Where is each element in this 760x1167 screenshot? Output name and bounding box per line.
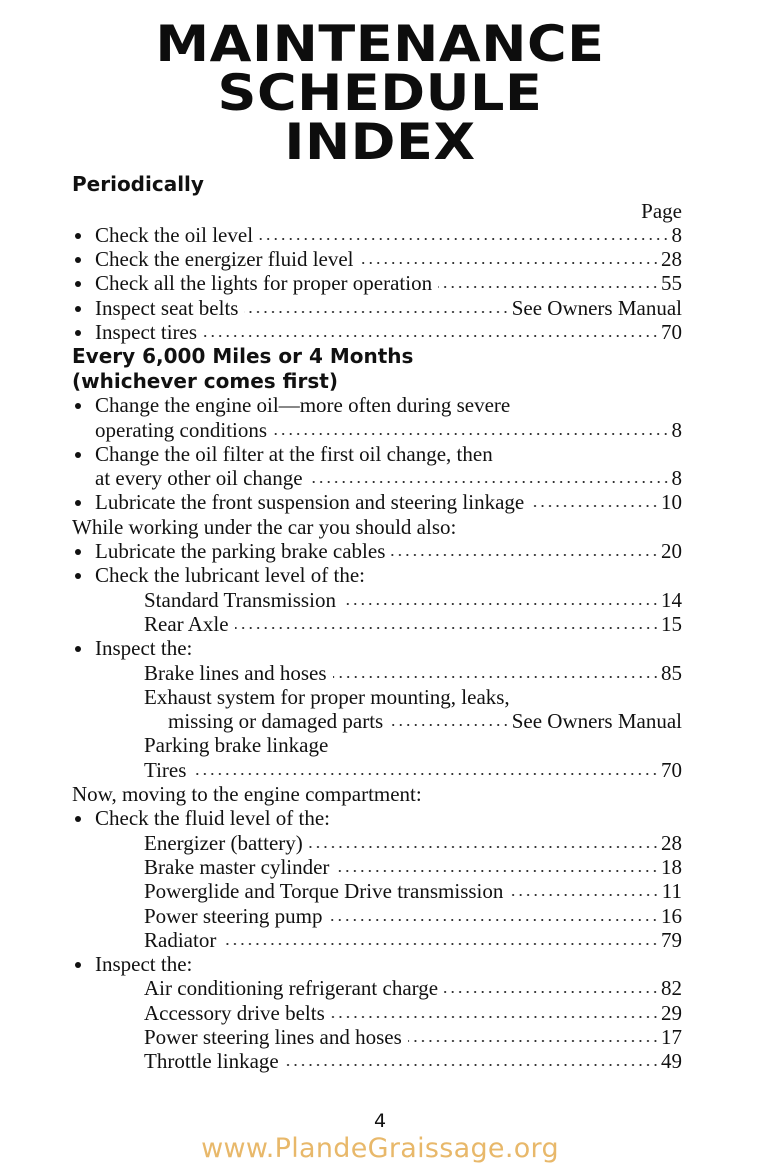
list-item: Lubricate the front suspension and steering linkage 10 [72,490,682,514]
list-item: Check all the lights for proper operation 55 [72,271,682,295]
list-item: Inspect tires 70 [72,320,682,344]
sub-item: Throttle linkage 49 [144,1049,682,1074]
page-title [0,15,760,171]
section-heading-6000-miles: Every 6,000 Miles or 4 Months (whichever comes first) [72,344,414,393]
page-ref: 8 [671,466,682,491]
title-line-1: MAINTENANCE [155,15,605,73]
page-ref: 70 [661,319,682,344]
sub-item: Powerglide and Torque Drive transmission 11 [144,879,682,904]
page-ref: 49 [661,1049,682,1074]
sub-item: Tires 70 [144,757,682,782]
list-item: Inspect the: [72,636,682,660]
sub-item: Parking brake linkage [144,733,329,758]
list-item: Inspect seat belts See Owners Manual [72,296,682,320]
list-item: Lubricate the parking brake cables 20 [72,539,682,563]
title-line-2: SCHEDULE [217,64,543,122]
page-ref: 14 [661,587,682,612]
page-ref: 11 [661,879,682,904]
sub-item-continuation: missing or damaged parts See Owners Manual [168,709,682,734]
sub-item: Brake master cylinder 18 [144,854,682,879]
page-ref: See Owners Manual [511,295,682,320]
title-line-3: INDEX [284,113,476,171]
sub-item: Power steering lines and hoses 17 [144,1025,682,1049]
sub-item: Radiator 79 [144,927,682,952]
sub-item: Energizer (battery) 28 [144,830,682,855]
sub-item: Air conditioning refrigerant charge 82 [144,976,682,1001]
sub-item: Standard Transmission 14 [144,587,682,612]
page-ref: 8 [671,222,682,247]
list-item: Change the engine oil—more often during severe [72,393,682,417]
page-ref: 70 [661,757,682,782]
list-item: Check the lubricant level of the: [72,563,682,587]
page-ref: 55 [661,271,682,296]
list-item-continuation: at every other oil change 8 [95,466,682,491]
page-column-header: Page [641,198,682,223]
list-item: Check the energizer fluid level 28 [72,247,682,271]
page-ref: 85 [661,660,682,685]
sub-item: Accessory drive belts 29 [144,1000,682,1025]
list-item: Check the oil level 8 [72,223,682,247]
page-ref: 15 [661,611,682,636]
page-ref: 28 [661,830,682,855]
page-ref: 8 [671,417,682,442]
page-ref: See Owners Manual [511,709,682,734]
page-number: 4 [373,1110,387,1132]
page-ref: 29 [661,1000,682,1025]
sub-item: Exhaust system for proper mounting, leaks, [144,684,510,709]
index-content [72,172,682,1074]
subsection-intro: While working under the car you should also: [72,514,457,539]
watermark: www.PlandeGraissage.org [201,1133,559,1164]
page-ref: 17 [661,1025,682,1049]
page-ref: 82 [661,976,682,1001]
subsection-intro: Now, moving to the engine compartment: [72,782,422,807]
sub-item: Rear Axle 15 [144,611,682,636]
sub-item: Power steering pump 16 [144,903,682,928]
page-ref: 18 [661,854,682,879]
list-item: Inspect the: [72,952,682,976]
page-ref: 79 [661,927,682,952]
list-item: Check the fluid level of the: [72,806,682,830]
page-ref: 16 [661,903,682,928]
list-item: Change the oil filter at the first oil change, then [72,442,682,466]
page-ref: 20 [661,539,682,564]
sub-item: Brake lines and hoses 85 [144,660,682,685]
page-ref: 28 [661,247,682,272]
list-item-continuation: operating conditions 8 [95,417,682,442]
page-ref: 10 [661,490,682,515]
section-heading-periodically: Periodically [72,172,204,196]
